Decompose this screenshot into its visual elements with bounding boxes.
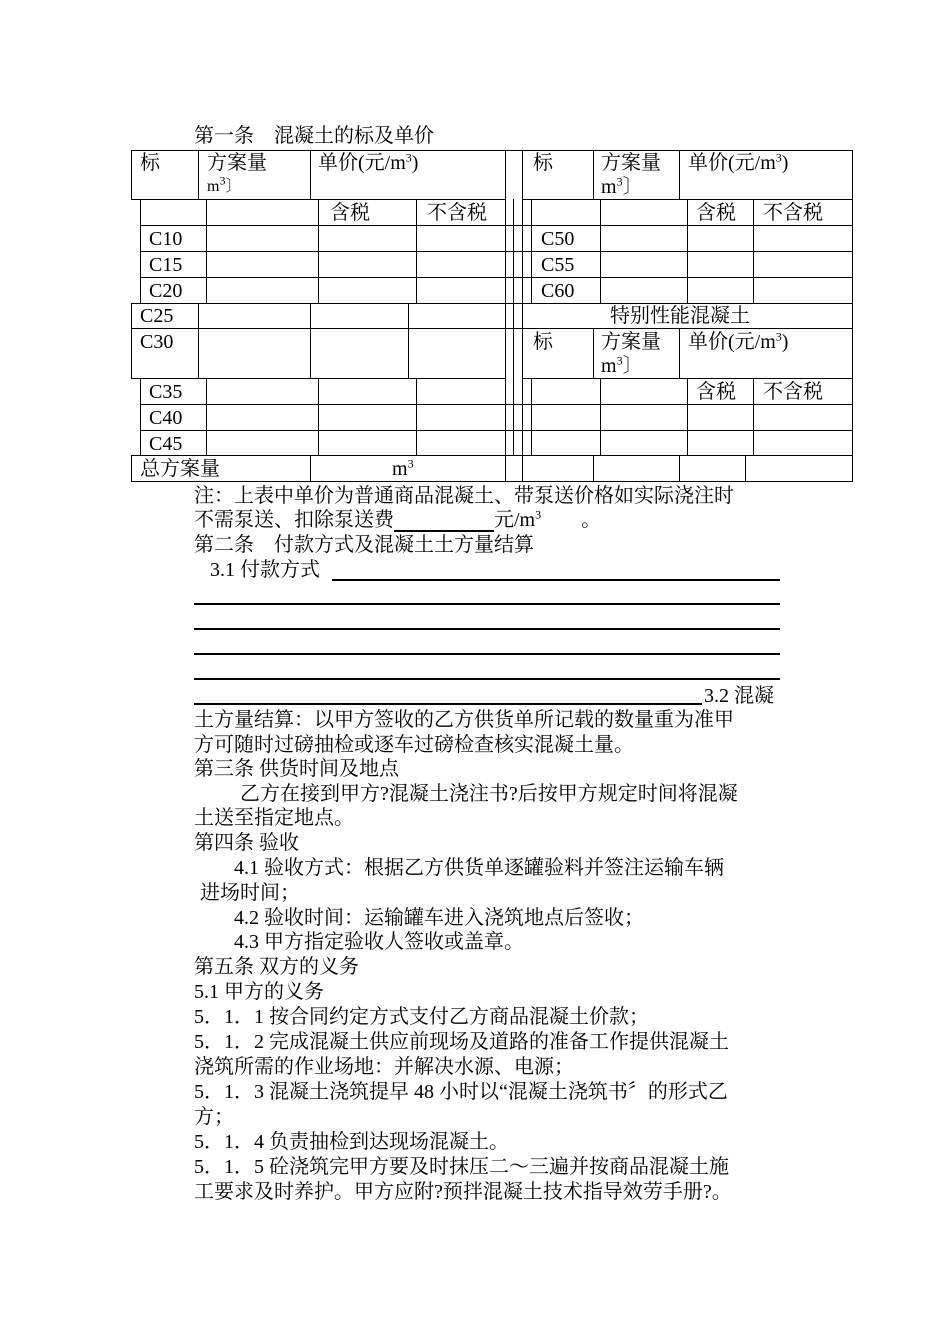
special-grade-header: 标 [533, 331, 553, 353]
grade-cell: C15 [149, 254, 183, 276]
payment-blank-line [194, 628, 780, 630]
acceptance-time: 4.2 验收时间：运输罐车进入浇筑地点后签收； [234, 907, 644, 929]
note-line-2: 不需泵送、扣除泵送费 元$/m^3$ 。 [194, 507, 602, 531]
duty-item-cont: 方； [194, 1106, 234, 1128]
volume-unit-right: $m^3$〕 [601, 174, 643, 198]
volume-header: 方案量 [207, 152, 267, 174]
price-header: 单价(元$/m^3$) [318, 150, 419, 174]
section3-line-1: 乙方在接到甲方?混凝土浇注书?后按甲方规定时间将混凝 [240, 783, 738, 805]
duty-item-cont: 工要求及时养护。甲方应附?预拌混凝土技术指导效劳手册?。 [194, 1181, 732, 1203]
grade-header-right: 标 [533, 152, 553, 174]
payment-method-label: 3.1 付款方式 [210, 559, 320, 581]
grade-cell: C35 [149, 381, 183, 403]
total-volume-unit: $m^3$ [392, 456, 414, 480]
tax-incl-header: 含税 [330, 202, 370, 224]
duty-item: 5．1．5 砼浇筑完甲方要及时抹压二～三遍并按商品混凝土施 [194, 1156, 729, 1178]
grade-cell: C25 [140, 305, 174, 327]
acceptance-method-cont: 进场时间； [200, 882, 300, 904]
duty-item: 5．1．3 混凝土浇筑提早 48 小时以“混凝土浇筑书〞的形式乙 [194, 1081, 728, 1103]
grade-cell-right: C60 [541, 280, 575, 302]
total-volume-label: 总方案量 [140, 458, 220, 480]
payment-blank-line [194, 603, 780, 605]
payment-blank-line [194, 653, 780, 655]
section2-title: 第二条 付款方式及混凝土土方量结算 [194, 534, 534, 556]
grade-cell: C10 [149, 228, 183, 250]
settlement-line-2: 方可随时过磅抽检或逐车过磅检查核实混凝土量。 [194, 734, 634, 756]
special-concrete-title: 特别性能混凝土 [610, 305, 750, 327]
tax-excl-header-right: 不含税 [763, 202, 823, 224]
grade-cell: C30 [140, 331, 174, 353]
grade-cell: C20 [149, 280, 183, 302]
tax-excl-header: 不含税 [427, 202, 487, 224]
volume-unit: $m^3$〕 [207, 173, 242, 195]
payment-blank-line [194, 678, 780, 680]
section1-title: 第一条 混凝土的标及单价 [194, 125, 434, 147]
acceptance-signer: 4.3 甲方指定验收人签收或盖章。 [234, 931, 524, 953]
grade-header: 标 [140, 152, 160, 174]
settlement-line-1: 土方量结算：以甲方签收的乙方供货单所记载的数量重为准甲 [194, 709, 734, 731]
settlement-label: 3.2 混凝 [704, 685, 774, 707]
special-tax-incl: 含税 [696, 381, 736, 403]
section5-title: 第五条 双方的义务 [194, 956, 359, 978]
duty-item-cont: 浇筑所需的作业场地：并解决水源、电源； [194, 1056, 574, 1078]
party-a-duties-heading: 5.1 甲方的义务 [194, 981, 324, 1003]
grade-cell-right: C55 [541, 254, 575, 276]
grade-cell: C45 [149, 433, 183, 455]
special-tax-excl: 不含税 [763, 381, 823, 403]
duty-item: 5．1．1 按合同约定方式支付乙方商品混凝土价款； [194, 1006, 649, 1028]
acceptance-method: 4.1 验收方式：根据乙方供货单逐罐验料并签注运输车辆 [234, 857, 724, 879]
price-header-right: 单价(元$/m^3$) [688, 150, 789, 174]
special-price-header: 单价(元$/m^3$) [688, 329, 789, 353]
pump-fee-blank [394, 510, 494, 532]
payment-blank-line [194, 703, 702, 705]
section3-line-2: 土送至指定地点。 [194, 807, 354, 829]
volume-header-right: 方案量 [601, 152, 661, 174]
section3-title: 第三条 供货时间及地点 [194, 758, 399, 780]
duty-item: 5．1．4 负责抽检到达现场混凝土。 [194, 1131, 509, 1153]
special-volume-header: 方案量 [601, 331, 661, 353]
payment-blank-line [332, 579, 780, 581]
grade-cell: C40 [149, 407, 183, 429]
note-line-1: 注：上表中单价为普通商品混凝土、带泵送价格如实际浇注时 [194, 485, 734, 507]
special-volume-unit: $m^3$〕 [601, 353, 643, 377]
grade-cell-right: C50 [541, 228, 575, 250]
tax-incl-header-right: 含税 [696, 202, 736, 224]
section4-title: 第四条 验收 [194, 832, 299, 854]
duty-item: 5．1．2 完成混凝土供应前现场及道路的准备工作提供混凝土 [194, 1031, 729, 1053]
